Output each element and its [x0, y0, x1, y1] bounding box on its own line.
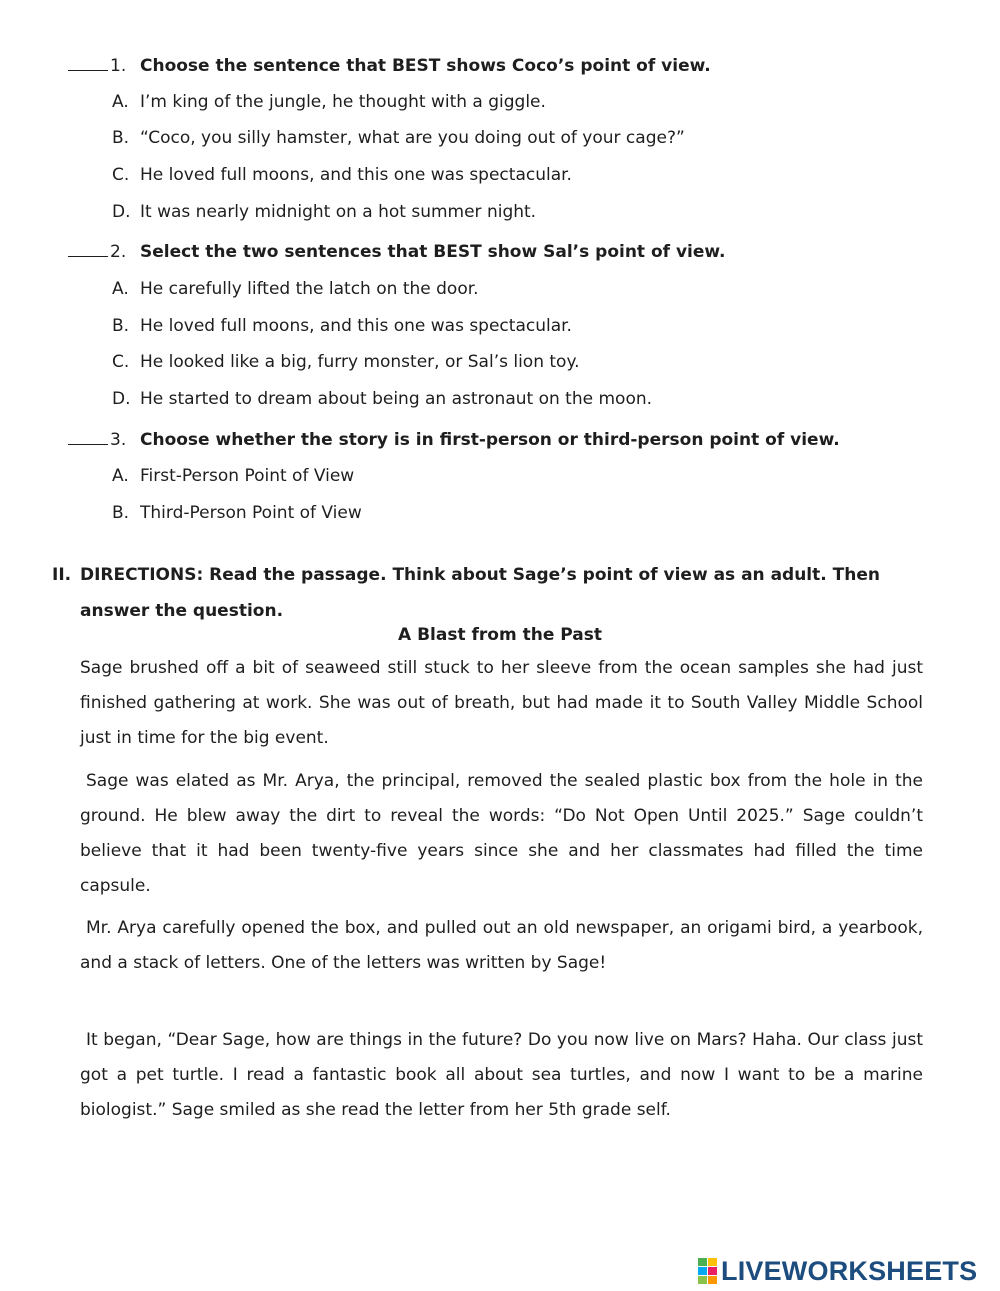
section-2-directions [52, 557, 942, 629]
logo-tile [708, 1267, 717, 1275]
option-3a: A. First-Person Point of View [112, 466, 355, 486]
option-2a: A. He carefully lifted the latch on the door. [112, 279, 479, 299]
logo-text: LIVEWORKSHEETS [721, 1255, 978, 1286]
option-1d: D. It was nearly midnight on a hot summer night. [112, 202, 537, 222]
question-number: 3. [110, 430, 127, 450]
option-3b: B. Third-Person Point of View [112, 503, 362, 523]
option-2b: B. He loved full moons, and this one was spectacular. [112, 316, 572, 336]
answer-blank-2[interactable] [68, 240, 108, 257]
logo-tile [698, 1276, 707, 1284]
option-1a: A. I’m king of the jungle, he thought with a giggle. [112, 92, 546, 112]
option-2d: D. He started to dream about being an astronaut on the moon. [112, 389, 653, 409]
question-prompt: Choose the sentence that BEST shows Coco’s point of view. [140, 56, 711, 76]
logo-tile [708, 1258, 717, 1266]
logo-mark-icon [698, 1258, 717, 1284]
question-prompt: Choose whether the story is in first-person or third-person point of view. [140, 430, 840, 450]
option-1b: B. “Coco, you silly hamster, what are you doing out of your cage?” [112, 128, 685, 148]
passage-paragraph-2: Sage was elated as Mr. Arya, the principal, removed the sealed plastic box from the hole in the ground. He blew away the dirt to reveal the words: “Do Not Open Until 2025.” Sage couldn’t believe that it had been twenty-five years since she and her classmates had filled the time capsule. [80, 771, 923, 896]
logo-tile [708, 1276, 717, 1284]
passage-paragraph-3: Mr. Arya carefully opened the box, and pulled out an old newspaper, an origami bird, a yearbook, and a stack of letters. One of the letters was written by Sage! [80, 918, 923, 973]
passage-title: A Blast from the Past [398, 625, 602, 645]
answer-blank-1[interactable] [68, 54, 108, 71]
passage-paragraph-4: It began, “Dear Sage, how are things in the future? Do you now live on Mars? Haha. Our class just got a pet turtle. I read a fantastic book all about sea turtles, and now I want to be a marine biologist.” Sage smiled as she read the letter from her 5th grade self. [80, 1030, 923, 1120]
liveworksheets-logo [698, 1254, 977, 1288]
question-number: 2. [110, 242, 127, 262]
section-numeral: II. [52, 565, 72, 585]
question-2 [68, 240, 726, 264]
logo-tile [698, 1267, 707, 1275]
logo-tile [698, 1258, 707, 1266]
question-1 [68, 54, 711, 78]
directions-text: DIRECTIONS: Read the passage. Think about Sage’s point of view as an adult. Then answer the question. [80, 565, 880, 621]
option-2c: C. He looked like a big, furry monster, or Sal’s lion toy. [112, 352, 580, 372]
question-3 [68, 428, 840, 452]
question-number: 1. [110, 56, 127, 76]
option-1c: C. He loved full moons, and this one was spectacular. [112, 165, 572, 185]
answer-blank-3[interactable] [68, 428, 108, 445]
passage-paragraph-1: Sage brushed off a bit of seaweed still stuck to her sleeve from the ocean samples she had just finished gathering at work. She was out of breath, but had made it to South Valley Middle School just in time for the big event. [80, 658, 923, 748]
question-prompt: Select the two sentences that BEST show Sal’s point of view. [140, 242, 726, 262]
